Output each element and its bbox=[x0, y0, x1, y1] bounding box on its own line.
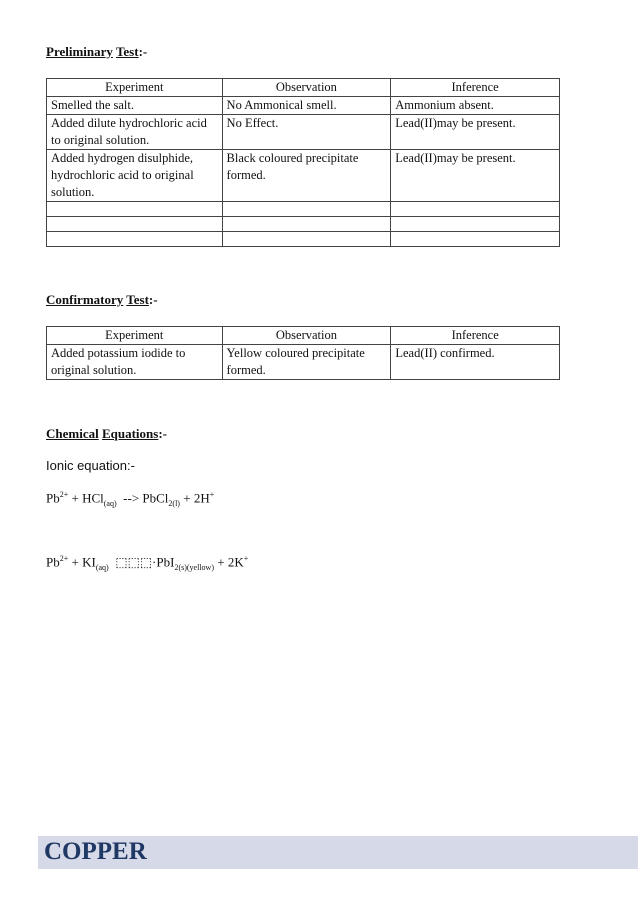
equation-1 bbox=[46, 490, 214, 508]
heading-word: Confirmatory bbox=[46, 292, 124, 307]
table-cell: Added dilute hydrochloric acid to original solution. bbox=[47, 115, 223, 150]
column-header-observation: Observation bbox=[222, 327, 391, 345]
chemical-equations-heading bbox=[46, 426, 167, 442]
table-cell: Black coloured precipitate formed. bbox=[222, 150, 391, 202]
table-cell: No Effect. bbox=[222, 115, 391, 150]
eq-sub: 2(l) bbox=[168, 498, 180, 508]
heading-word: Chemical bbox=[46, 426, 99, 441]
table-cell: No Ammonical smell. bbox=[222, 97, 391, 115]
table-row bbox=[47, 345, 560, 380]
table-cell-empty bbox=[47, 202, 223, 217]
heading-word: Preliminary bbox=[46, 44, 113, 59]
section-footer-band bbox=[38, 836, 638, 869]
table-cell-empty bbox=[222, 202, 391, 217]
preliminary-test-heading bbox=[46, 44, 147, 60]
table-header-row bbox=[47, 327, 560, 345]
column-header-inference: Inference bbox=[391, 79, 560, 97]
eq-part: + 2K bbox=[214, 554, 244, 570]
table-cell: Smelled the salt. bbox=[47, 97, 223, 115]
table-cell: Lead(II) confirmed. bbox=[391, 345, 560, 380]
table-cell: Added hydrogen disulphide, hydrochloric acid to original solution. bbox=[47, 150, 223, 202]
heading-word: Equations bbox=[101, 426, 159, 441]
eq-part: + HCl bbox=[68, 490, 104, 506]
equation-2 bbox=[46, 554, 248, 572]
table-cell-empty bbox=[222, 217, 391, 232]
preliminary-test-table bbox=[46, 78, 560, 247]
table-cell: Added potassium iodide to original solution. bbox=[47, 345, 223, 380]
eq-part: Pb bbox=[46, 490, 60, 506]
table-row-empty bbox=[47, 232, 560, 247]
table-row-empty bbox=[47, 217, 560, 232]
heading-suffix: :- bbox=[158, 426, 168, 441]
eq-sup: + bbox=[209, 490, 215, 499]
column-header-inference: Inference bbox=[391, 327, 560, 345]
table-cell: Lead(II)may be present. bbox=[391, 115, 560, 150]
heading-suffix: :- bbox=[148, 292, 158, 307]
eq-part: + 2H bbox=[179, 490, 210, 506]
confirmatory-test-table bbox=[46, 326, 560, 380]
table-cell: Yellow coloured precipitate formed. bbox=[222, 345, 391, 380]
table-header-row bbox=[47, 79, 560, 97]
heading-suffix: :- bbox=[138, 44, 148, 59]
eq-sup: 2+ bbox=[59, 490, 69, 499]
heading-word: Test bbox=[115, 44, 139, 59]
eq-sub: (aq) bbox=[95, 562, 109, 572]
table-cell-empty bbox=[222, 232, 391, 247]
column-header-experiment: Experiment bbox=[47, 79, 223, 97]
table-row bbox=[47, 150, 560, 202]
heading-word: Test bbox=[126, 292, 149, 307]
ionic-equation-label: Ionic equation:- bbox=[46, 458, 135, 473]
table-cell-empty bbox=[391, 232, 560, 247]
eq-sup: 2+ bbox=[59, 554, 69, 563]
table-cell-empty bbox=[47, 217, 223, 232]
table-cell-empty bbox=[391, 202, 560, 217]
table-cell-empty bbox=[47, 232, 223, 247]
eq-sub: 2(s)(yellow) bbox=[174, 562, 214, 572]
table-row-empty bbox=[47, 202, 560, 217]
confirmatory-test-heading bbox=[46, 292, 158, 308]
eq-part: ⬚⬚⬚·PbI bbox=[108, 554, 175, 570]
column-header-experiment: Experiment bbox=[47, 327, 223, 345]
eq-part: --> PbCl bbox=[116, 490, 169, 506]
table-row bbox=[47, 115, 560, 150]
section-title-copper: COPPER bbox=[44, 838, 147, 865]
eq-sub: (aq) bbox=[103, 498, 117, 508]
eq-part: + KI bbox=[68, 554, 96, 570]
table-cell: Lead(II)may be present. bbox=[391, 150, 560, 202]
column-header-observation: Observation bbox=[222, 79, 391, 97]
eq-sup: + bbox=[243, 554, 249, 563]
table-cell-empty bbox=[391, 217, 560, 232]
table-row bbox=[47, 97, 560, 115]
eq-part: Pb bbox=[46, 554, 60, 570]
table-cell: Ammonium absent. bbox=[391, 97, 560, 115]
